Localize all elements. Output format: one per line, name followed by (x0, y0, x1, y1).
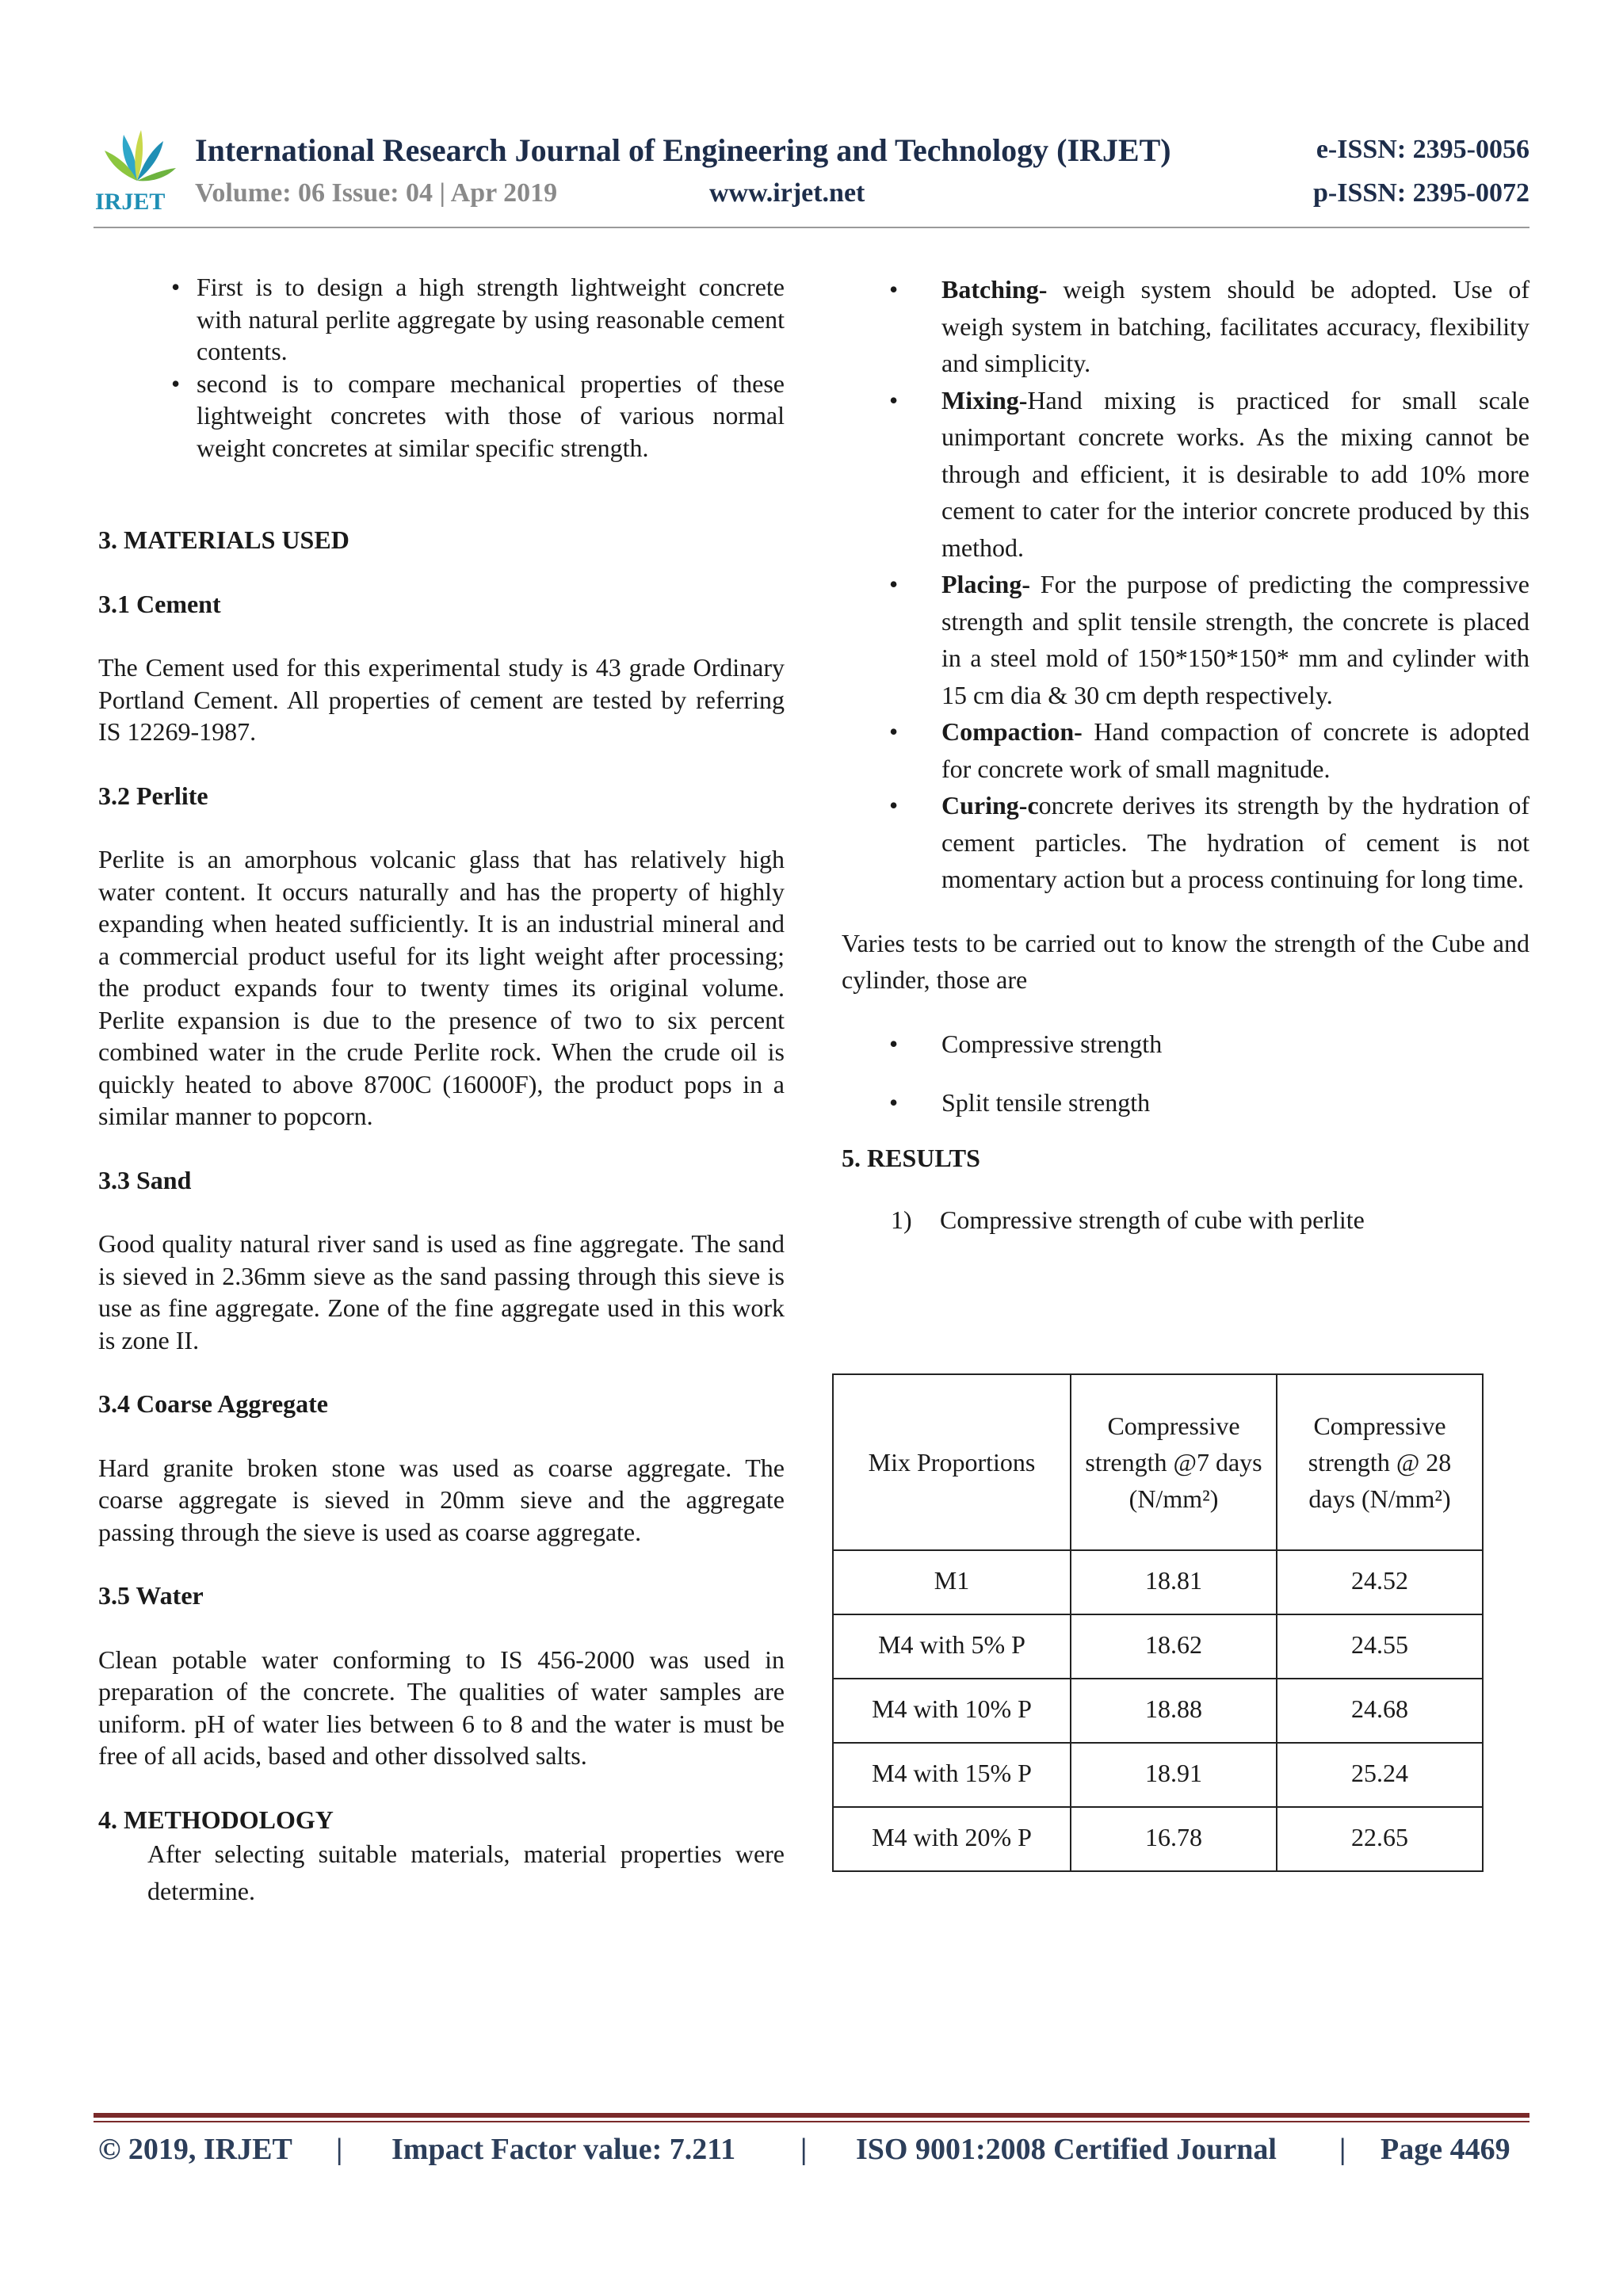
journal-website[interactable]: www.irjet.net (709, 178, 865, 208)
step-text: For the purpose of predicting the compressive strength and split tensile strength, the concrete is placed in a steel mold of 150*150*150* mm and cylinder with 15 cm dia & 30 cm depth respectively. (941, 570, 1529, 709)
irjet-logo (94, 119, 181, 214)
logo-leaves-icon (105, 130, 176, 181)
section-3-3-text: Good quality natural river sand is used as fine aggregate. The sand is sieved in 2.36mm sieve as the sand passing through this sieve is use as fine aggregate. Zone of the fine aggregate used in this work is zone II. (98, 1229, 785, 1354)
step-text: Hand compaction of concrete is adopted for concrete work of small magnitude. (941, 717, 1529, 783)
table-row (833, 1614, 1483, 1679)
step-text: oncrete derives its strength by the hydration of cement particles. The hydration of cement is not momentary action but a process continuing for long time. (941, 791, 1529, 893)
step-compaction (842, 713, 1529, 787)
test-item: • Compressive strength (842, 1026, 1529, 1063)
step-text: Hand mixing is practiced for small scale unimportant concrete works. As the mixing cannot be through and efficient, it is desirable to add 10% more cement to cater for the interior concrete produced by this method. (941, 385, 1529, 562)
table-row (833, 1743, 1483, 1807)
table-header: Compressive strength @7 days (N/mm²) (1071, 1374, 1277, 1550)
table-cell: 24.52 (1277, 1550, 1483, 1614)
footer-separator: | (336, 2133, 343, 2166)
objective-bullet-2: • second is to compare mechanical properties of these lightweight concretes with those of various normal weight concretes at similar specific strength. (98, 368, 785, 464)
table-cell: 18.81 (1071, 1550, 1277, 1614)
step-label: Placing- (941, 570, 1030, 598)
table-cell: M1 (833, 1550, 1071, 1614)
table-cell: 18.91 (1071, 1743, 1277, 1807)
bullet-icon: • (889, 1088, 899, 1117)
table-row (833, 1679, 1483, 1743)
table-cell: 22.65 (1277, 1807, 1483, 1871)
step-label: Batching- (941, 275, 1048, 304)
table-cell: 18.62 (1071, 1614, 1277, 1679)
section-3-5-heading: 3.5 Water (98, 1581, 204, 1610)
table-caption: 1) Compressive strength of cube with perlite (891, 1205, 1365, 1234)
section-3-2-heading: 3.2 Perlite (98, 781, 208, 810)
step-mixing (842, 382, 1529, 567)
bullet-icon: • (889, 385, 899, 415)
footer-iso: ISO 9001:2008 Certified Journal (856, 2133, 1277, 2166)
bullet-icon: • (889, 275, 899, 304)
section-4-text: After selecting suitable materials, material properties were determine. (147, 1839, 785, 1905)
section-3-1-heading: 3.1 Cement (98, 589, 221, 618)
header-divider (94, 227, 1529, 228)
section-3-4-heading: 3.4 Coarse Aggregate (98, 1389, 328, 1418)
table-cell: 24.68 (1277, 1679, 1483, 1743)
footer-impact-factor: Impact Factor value: 7.211 (391, 2133, 736, 2166)
p-issn: p-ISSN: 2395-0072 (1313, 178, 1529, 208)
footer-divider (94, 2113, 1529, 2118)
bullet-icon: • (889, 791, 899, 819)
step-label: Mixing- (941, 385, 1028, 415)
table-row (833, 1807, 1483, 1871)
section-3-1-text: The Cement used for this experimental study is 43 grade Ordinary Portland Cement. All properties of cement are tested by referring IS 12269-1987. (98, 653, 785, 746)
step-batching (842, 271, 1529, 382)
step-placing (842, 566, 1529, 713)
bullet-icon: • (889, 1029, 899, 1058)
test-item: • Split tensile strength (842, 1084, 1529, 1121)
table-header: Compressive strength @ 28 days (N/mm²) (1277, 1374, 1483, 1550)
section-3-2-text: Perlite is an amorphous volcanic glass that has relatively high water content. It occurs naturally and has the property of highly expanding when heated sufficiently. It is an industrial mineral and a commercial product useful for its light weight after processing; the product expands four to twenty times its original volume. Perlite expansion is due to the presence of two to six percent combined water in the crude Perlite rock. When the crude oil is quickly heated to above 8700C (16000F), the product pops in a similar manner to popcorn. (98, 845, 785, 1130)
table-header: Mix Proportions (833, 1374, 1071, 1550)
table-cell: 24.55 (1277, 1614, 1483, 1679)
footer-page-number: Page 4469 (1381, 2133, 1510, 2166)
svg-text:IRJET: IRJET (95, 189, 166, 214)
table-cell: M4 with 10% P (833, 1679, 1071, 1743)
table-header-row (833, 1374, 1483, 1550)
right-column (842, 271, 1529, 1236)
table-cell: M4 with 5% P (833, 1614, 1071, 1679)
table-cell: 18.88 (1071, 1679, 1277, 1743)
step-curing (842, 787, 1529, 898)
footer-separator: | (800, 2133, 808, 2166)
section-3-3-heading: 3.3 Sand (98, 1165, 192, 1194)
section-3-4-text: Hard granite broken stone was used as coarse aggregate. The coarse aggregate is sieved in 20mm sieve and the aggregate passing through the sieve is used as coarse aggregate. (98, 1453, 785, 1546)
bullet-icon: • (889, 717, 899, 746)
tests-intro: Varies tests to be carried out to know the strength of the Cube and cylinder, those are (842, 928, 1529, 994)
section-4-heading: 4. METHODOLOGY (98, 1805, 334, 1834)
objective-bullet-1: • First is to design a high strength lightweight concrete with natural perlite aggregate by using reasonable cement contents. (98, 271, 785, 368)
footer-separator: | (1339, 2133, 1346, 2166)
results-table (832, 1373, 1484, 1872)
step-label: Compaction- (941, 717, 1083, 746)
e-issn: e-ISSN: 2395-0056 (1316, 135, 1529, 164)
section-5-heading: 5. RESULTS (842, 1143, 980, 1172)
step-label: Curing-c (941, 791, 1039, 819)
section-3-heading: 3. MATERIALS USED (98, 525, 349, 554)
volume-issue: Volume: 06 Issue: 04 | Apr 2019 (195, 178, 558, 208)
table-cell: M4 with 15% P (833, 1743, 1071, 1807)
table-cell: 16.78 (1071, 1807, 1277, 1871)
step-text: weigh system should be adopted. Use of weigh system in batching, facilitates accuracy, flexibility and simplicity. (941, 275, 1529, 377)
left-column (98, 271, 785, 1909)
footer-divider-thin (94, 2121, 1529, 2122)
table-cell: 25.24 (1277, 1743, 1483, 1807)
footer-copyright: © 2019, IRJET (98, 2133, 292, 2166)
table-row (833, 1550, 1483, 1614)
journal-title: International Research Journal of Engineering and Technology (IRJET) (195, 132, 1171, 168)
bullet-icon: • (889, 570, 899, 598)
table-cell: M4 with 20% P (833, 1807, 1071, 1871)
section-3-5-text: Clean potable water conforming to IS 456-2000 was used in preparation of the concrete. The qualities of water samples are uniform. pH of water lies between 6 to 8 and the water is must be free of all acids, based and other dissolved salts. (98, 1645, 785, 1770)
